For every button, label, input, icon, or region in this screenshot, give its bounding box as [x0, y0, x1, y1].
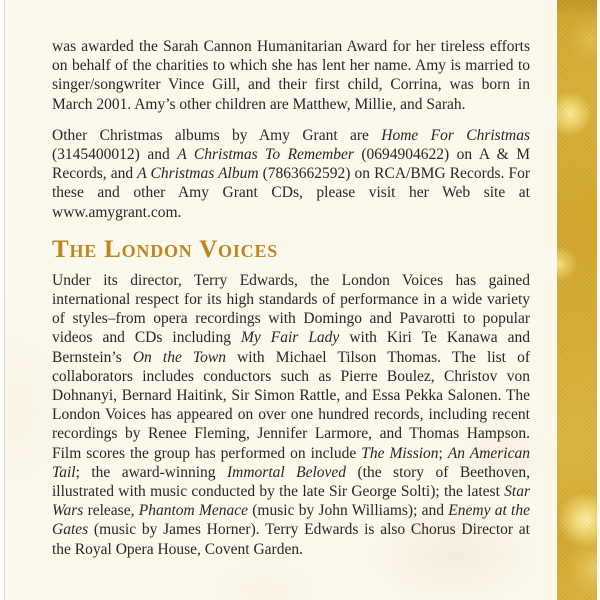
left-scan-edge: [0, 0, 5, 600]
albums-paragraph: Other Christmas albums by Amy Grant are Home For Christmas (3145400012) and A Christmas To Remember (0694904622) on A & M Records, and A Christmas Album (7863662592) on RCA/BMG Records. For these and other Amy Grant CDs, please visit her Web site at www.amygrant.com.: [52, 126, 531, 221]
gold-bokeh-border: [557, 0, 597, 600]
london-voices-paragraph: Under its director, Terry Edwards, the London Voices has gained international respect for its high standards of performance in a wide variety of styles–from opera recordings with Domingo and Pavarotti to popular videos and CDs including My Fair Lady with Kiri Te Kanawa and Bernstein’s On the Town with Michael Tilson Thomas. The list of collaborators includes conductors such as Pierre Boulez, Christov von Dohnanyi, Bernard Haitink, Sir Simon Rattle, and Essa Pekka Salonen. The London Voices has appeared on over one hundred records, including recent recordings by Renee Fleming, Jennifer Larmore, and Thomas Hampson. Film scores the group has performed on include The Mission; An American Tail; the award-winning Immortal Beloved (the story of Beethoven, illustrated with music conducted by the late Sir George Solti); the latest Star Wars release, Phantom Menace (music by John Williams); and Enemy at the Gates (music by James Horner). Terry Edwards is also Chorus Director at the Royal Opera House, Covent Garden.: [52, 271, 531, 558]
bio-paragraph: was awarded the Sarah Cannon Humanitarian Award for her tireless efforts on behalf of the charities to which she has lent her name. Amy is married to singer/songwriter Vince Gill, and their first child, Corrina, was born in March 2001. Amy’s other children are Matthew, Millie, and Sarah.: [52, 38, 530, 113]
text-column: [52, 37, 530, 559]
section-heading-london-voices: The London Voices: [52, 235, 279, 263]
